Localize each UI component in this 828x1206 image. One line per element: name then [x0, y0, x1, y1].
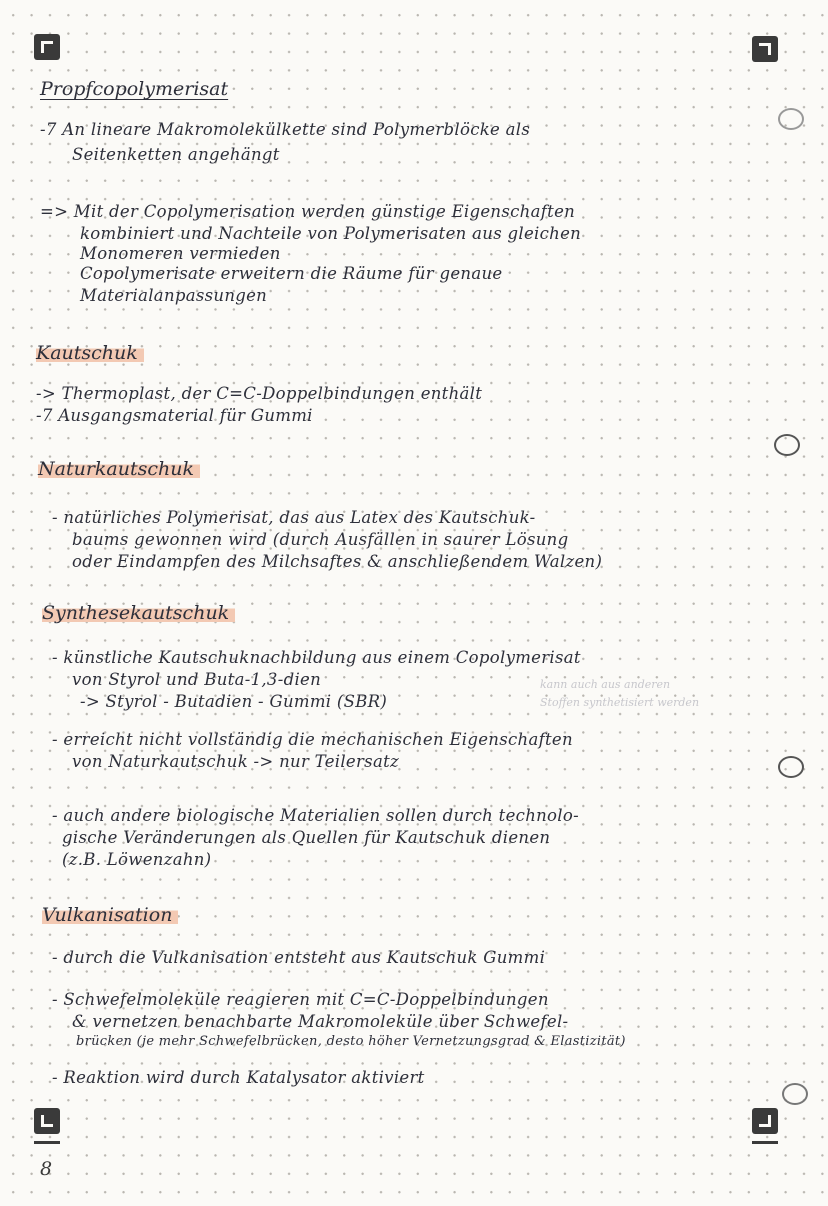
page-number: 8: [40, 1158, 53, 1180]
text-line: Materialanpassungen: [80, 286, 268, 305]
binder-ring-icon: [774, 434, 800, 456]
heading-vulkanisation-text: Vulkanisation: [42, 904, 178, 926]
heading-synthesekautschuk: [42, 602, 235, 624]
binder-ring-icon: [782, 1083, 808, 1105]
text-line: Seitenketten angehängt: [72, 145, 280, 164]
corner-marker-top-right: [752, 36, 778, 62]
heading-vulkanisation: [42, 904, 178, 926]
text-line: - künstliche Kautschuknachbildung aus einem Copolymerisat: [52, 648, 581, 667]
text-line: - Reaktion wird durch Katalysator aktiviert: [52, 1068, 425, 1087]
marker-bar-right: [752, 1141, 778, 1144]
text-line: brücken (je mehr Schwefelbrücken, desto höher Vernetzungsgrad & Elastizität): [76, 1034, 626, 1049]
text-line: - auch andere biologische Materialien sollen durch technolo-: [52, 806, 579, 825]
heading-kautschuk: [36, 342, 144, 364]
text-line: & vernetzen benachbarte Makromoleküle über Schwefel-: [72, 1012, 569, 1031]
binder-ring-icon: [778, 108, 804, 130]
text-line: - erreicht nicht vollständig die mechanischen Eigenschaften: [52, 730, 573, 749]
marker-bar-left: [34, 1141, 60, 1144]
heading-kautschuk-text: Kautschuk: [36, 342, 144, 364]
text-line: von Naturkautschuk -> nur Teilersatz: [72, 752, 399, 771]
heading-synthesekautschuk-text: Synthesekautschuk: [42, 602, 235, 624]
text-line: Copolymerisate erweitern die Räume für genaue: [80, 264, 503, 283]
heading-propfcopolymerisat: Propfcopolymerisat: [40, 78, 229, 100]
faint-note: Stoffen synthetisiert werden: [540, 696, 700, 709]
text-line: - Schwefelmoleküle reagieren mit C=C-Doppelbindungen: [52, 990, 549, 1009]
text-line: Monomeren vermieden: [80, 244, 281, 263]
text-line: -> Thermoplast, der C=C-Doppelbindungen enthält: [36, 384, 483, 403]
text-line: kombiniert und Nachteile von Polymerisaten aus gleichen: [80, 224, 582, 243]
text-line: -7 An lineare Makromolekülkette sind Polymerblöcke als: [40, 120, 531, 139]
text-line: => Mit der Copolymerisation werden günstige Eigenschaften: [40, 202, 576, 221]
text-line: - natürliches Polymerisat, das aus Latex des Kautschuk-: [52, 508, 536, 527]
text-line: (z.B. Löwenzahn): [62, 850, 212, 869]
text-line: -7 Ausgangsmaterial für Gummi: [36, 406, 313, 425]
heading-naturkautschuk-text: Naturkautschuk: [38, 458, 200, 480]
binder-ring-icon: [778, 756, 804, 778]
text-line: gische Veränderungen als Quellen für Kautschuk dienen: [62, 828, 551, 847]
faint-note: kann auch aus anderen: [540, 678, 671, 691]
text-line: oder Eindampfen des Milchsaftes & anschließendem Walzen): [72, 552, 603, 571]
corner-marker-bottom-left: [34, 1108, 60, 1134]
text-line: -> Styrol - Butadien - Gummi (SBR): [80, 692, 388, 711]
corner-marker-top-left: [34, 34, 60, 60]
heading-naturkautschuk: [38, 458, 200, 480]
text-line: baums gewonnen wird (durch Ausfällen in saurer Lösung: [72, 530, 569, 549]
text-line: - durch die Vulkanisation entsteht aus Kautschuk Gummi: [52, 948, 546, 967]
corner-marker-bottom-right: [752, 1108, 778, 1134]
text-line: von Styrol und Buta-1,3-dien: [72, 670, 322, 689]
